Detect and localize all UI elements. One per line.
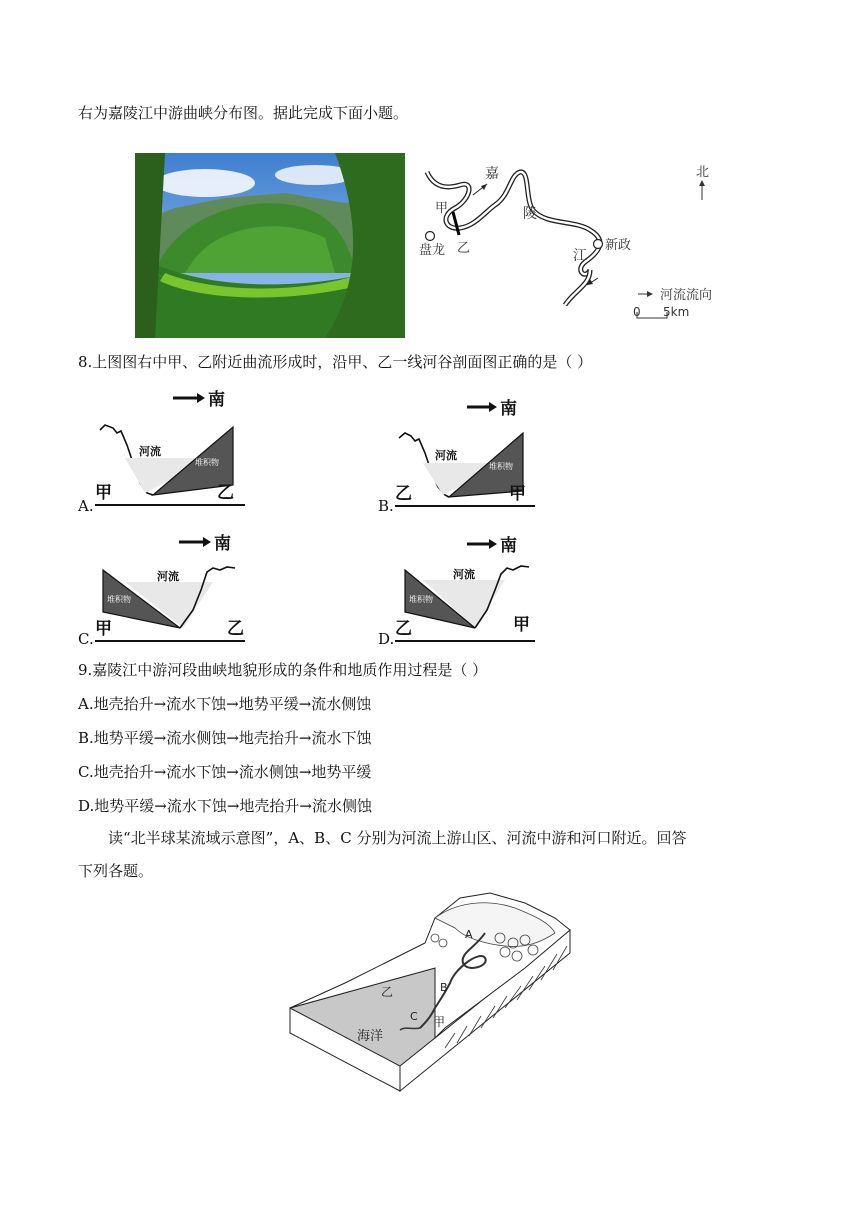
river-basin-block-diagram (285, 888, 575, 1098)
flow-arrow-icon (647, 291, 653, 297)
q9-option-d[interactable]: D.地势平缓→流水下蚀→地壳抬升→流水侧蚀 (78, 797, 372, 815)
q8-c-river: 河流 (157, 570, 179, 583)
map-label-jiang: 江 (573, 248, 587, 264)
q8-stem: 8.上图图右中甲、乙附近曲流形成时，沿甲、乙一线河谷剖面图正确的是（ ） (78, 353, 593, 371)
q8-d-left: 乙 (395, 619, 412, 639)
q8-d-deposit: 堆积物 (409, 595, 433, 604)
q9-option-c[interactable]: C.地壳抬升→流水下蚀→流水侧蚀→地势平缓 (78, 763, 372, 781)
q8-a-deposit: 堆积物 (195, 458, 219, 467)
intro-text-2-line2: 下列各题。 (78, 862, 154, 880)
q8-option-d-diagram[interactable] (395, 532, 535, 645)
q8-b-deposit: 堆积物 (489, 462, 513, 471)
jialing-river-map (415, 150, 745, 340)
q8-option-b-letter[interactable]: B. (378, 497, 394, 515)
q8-c-dir: 南 (214, 534, 231, 554)
q9-stem: 9.嘉陵江中游河段曲峡地貌形成的条件和地质作用过程是（ ） (78, 661, 488, 679)
q8-d-river: 河流 (453, 568, 475, 581)
map-label-scale5: 5km (663, 305, 690, 319)
north-arrow-icon (699, 180, 705, 186)
intro-text-2-line1: 读“北半球某流域示意图”，A、B、C 分别为河流上游山区、河流中游和河口附近。回答 (108, 829, 687, 847)
q8-option-d-letter[interactable]: D. (378, 630, 395, 648)
q8-option-a-diagram[interactable] (95, 385, 245, 510)
q8-c-deposit: 堆积物 (107, 595, 131, 604)
q8-a-dir: 南 (208, 390, 225, 410)
q8-a-left: 甲 (95, 483, 112, 503)
q8-a-river: 河流 (139, 445, 161, 458)
block-label-yi: 乙 (381, 985, 394, 999)
block-label-a: A (465, 928, 473, 941)
q8-d-dir: 南 (500, 536, 517, 556)
map-label-xinzheng: 新政 (605, 238, 632, 253)
q8-option-b-diagram[interactable] (395, 395, 535, 510)
map-label-flow: 河流流向 (660, 288, 713, 303)
map-label-yi: 乙 (457, 241, 471, 256)
q8-c-left: 甲 (95, 619, 112, 639)
map-label-panlong: 盘龙 (419, 243, 446, 258)
q8-option-a-letter[interactable]: A. (78, 497, 94, 515)
q8-c-right: 乙 (227, 619, 244, 639)
q9-option-b[interactable]: B.地势平缓→流水侧蚀→地壳抬升→流水下蚀 (78, 729, 372, 747)
q8-a-right: 乙 (217, 483, 234, 503)
map-label-ling: 陵 (523, 206, 537, 222)
map-label-jia-river: 嘉 (485, 166, 499, 182)
q8-b-dir: 南 (500, 399, 517, 419)
map-label-north: 北 (696, 165, 710, 180)
map-label-scale0: 0 (633, 305, 641, 319)
q8-option-c-letter[interactable]: C. (78, 630, 94, 648)
q9-option-a[interactable]: A.地壳抬升→流水下蚀→地势平缓→流水侧蚀 (78, 695, 372, 713)
q8-b-left: 乙 (395, 484, 412, 504)
q8-d-right: 甲 (513, 615, 530, 635)
block-label-ocean: 海洋 (357, 1029, 384, 1044)
intro-text-1: 右为嘉陵江中游曲峡分布图。据此完成下面小题。 (78, 104, 409, 122)
q8-b-river: 河流 (435, 449, 457, 462)
block-label-c: C (410, 1010, 418, 1023)
block-label-jia: 甲 (433, 1015, 446, 1029)
q8-option-c-diagram[interactable] (95, 530, 245, 645)
block-label-b: B (440, 981, 448, 994)
gorge-photo (135, 153, 405, 338)
map-label-jia: 甲 (435, 201, 449, 216)
q8-b-right: 甲 (509, 484, 526, 504)
